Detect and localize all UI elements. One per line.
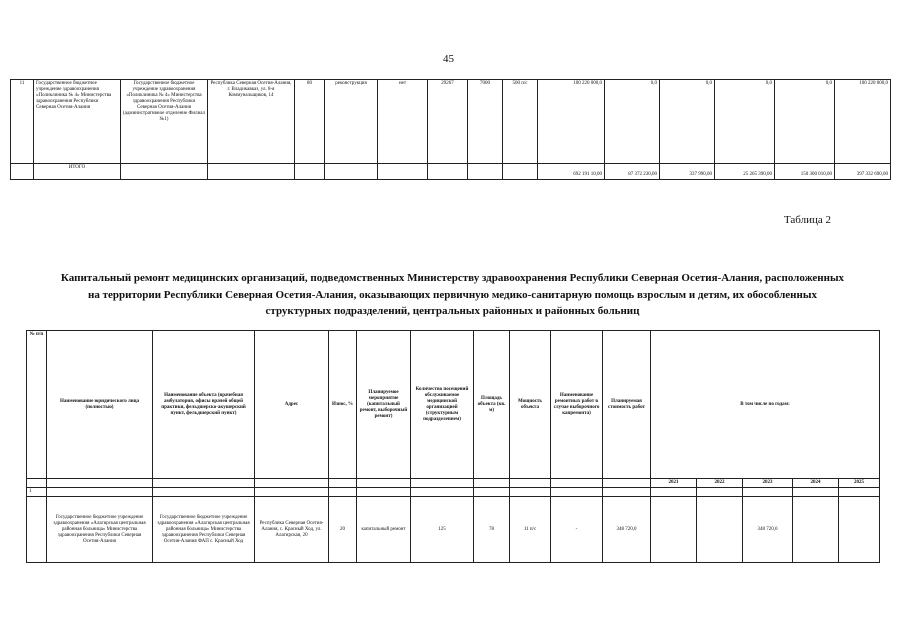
header-capacity: Мощность объекта [510, 331, 551, 479]
year-2023: 0,0 [715, 80, 775, 164]
year-2024: 0,0 [775, 80, 835, 164]
header-year-2023: 2023 [743, 479, 793, 488]
year-2021: 0,0 [605, 80, 660, 164]
year-2023: 348 720,0 [743, 497, 793, 563]
header-year-2024: 2024 [793, 479, 839, 488]
total-2025: 397 332 690,00 [835, 164, 891, 180]
header-area: Площадь объекта (кв. м) [474, 331, 510, 479]
address: Республика Северная Осетия-Алания, с. Красный Ход, ул. Алагирская, 20 [255, 497, 329, 563]
header-year-2025: 2025 [839, 479, 880, 488]
visits: 29267 [428, 80, 468, 164]
capacity: 500 п/с [503, 80, 538, 164]
year-2025 [839, 497, 880, 563]
year-2021 [651, 497, 697, 563]
header-object: Наименование объекта (врачебная амбулатория, офисы врачей общей практики, фельдшерско-акушерский пункт, фельдшерский пункт) [153, 331, 255, 479]
area: 78 [474, 497, 510, 563]
row-number: 1 [27, 488, 47, 497]
total-2021: 87 372 230,00 [605, 164, 660, 180]
row-number: 11 [11, 80, 34, 164]
total-2022: 337 990,00 [660, 164, 715, 180]
visits: 125 [411, 497, 474, 563]
activity: капитальный ремонт [357, 497, 411, 563]
total-cost: 692 191 10,00 [538, 164, 605, 180]
header-num: № п/п [27, 331, 47, 479]
org-name: Государственное бюджетное учреждение здравоохранения «Поликлиника № 4» Министерства здравоохранения Республики Северная Осетия-Алания [34, 80, 121, 164]
capacity: 11 п/с [510, 497, 551, 563]
header-address: Адрес [255, 331, 329, 479]
document-title: Капитальный ремонт медицинских организаций, подведомственных Министерству здравоохранения Республики Северная Осетия-Алания, расположенных на территории Республики Северная Осетия-Алания, оказывающих первичную медико-санитарную помощь взрослым и детям, их обособленных структурных подразделений, центральных районных и районных больниц [60, 272, 845, 317]
address: Республика Северная Осетия-Алания, г. Владикавказ, ул. 8-я Коммунальщиков, 14 [208, 80, 295, 164]
table-row [11, 80, 891, 164]
object-name: Государственное бюджетное учреждение здравоохранения «Поликлиника № 4» Министерства здравоохранения Республики Северная Осетия-Алания (административное отделение Филиал №1) [121, 80, 208, 164]
total-row [11, 164, 891, 180]
cost: 100 220 000,0 [538, 80, 605, 164]
header-year-2022: 2022 [697, 479, 743, 488]
selected: нет [378, 80, 428, 164]
header-works: Наименование ремонтных работ в случае выборочного капремонта) [551, 331, 603, 479]
header-year-2021: 2021 [651, 479, 697, 488]
page-number: 45 [443, 53, 454, 65]
table-row [27, 497, 880, 563]
main-table [26, 330, 880, 563]
total-2024: 150 300 010,00 [775, 164, 835, 180]
total-label: ИТОГО [34, 164, 121, 180]
works: - [551, 497, 603, 563]
area: 7000 [468, 80, 503, 164]
wear-percent: 20 [329, 497, 357, 563]
header-activity: Планируемое мероприятие (капитальный ремонт, выборочный ремонт) [357, 331, 411, 479]
object-name: Государственное бюджетное учреждение здравоохранения «Алагирская центральная районная больница» Министерства здравоохранения Республики Северная Осетия-Алания ФАП с. Красный Ход [153, 497, 255, 563]
year-2022 [697, 497, 743, 563]
cost: 348 720,0 [603, 497, 651, 563]
table-label: Таблица 2 [783, 214, 831, 226]
total-2023: 25 265 390,00 [715, 164, 775, 180]
header-visits: Количество посещений обслуживаемое медицинской организацией (структурным подразделением) [411, 331, 474, 479]
year-2025: 100 220 000,0 [835, 80, 891, 164]
activity: реконструкция [325, 80, 378, 164]
year-2022: 0,0 [660, 80, 715, 164]
header-cost: Планируемая стоимость работ [603, 331, 651, 479]
header-years-group: В том числе по годам: [651, 331, 880, 479]
wear-percent: 80 [295, 80, 325, 164]
year-2024 [793, 497, 839, 563]
header-org: Наименование юридического лица (полностью) [47, 331, 153, 479]
header-wear: Износ, % [329, 331, 357, 479]
org-name: Государственное бюджетное учреждение здравоохранения «Алагирская центральная районная больница» Министерства здравоохранения Республики Северная Осетия-Алания [47, 497, 153, 563]
top-table [10, 79, 891, 180]
